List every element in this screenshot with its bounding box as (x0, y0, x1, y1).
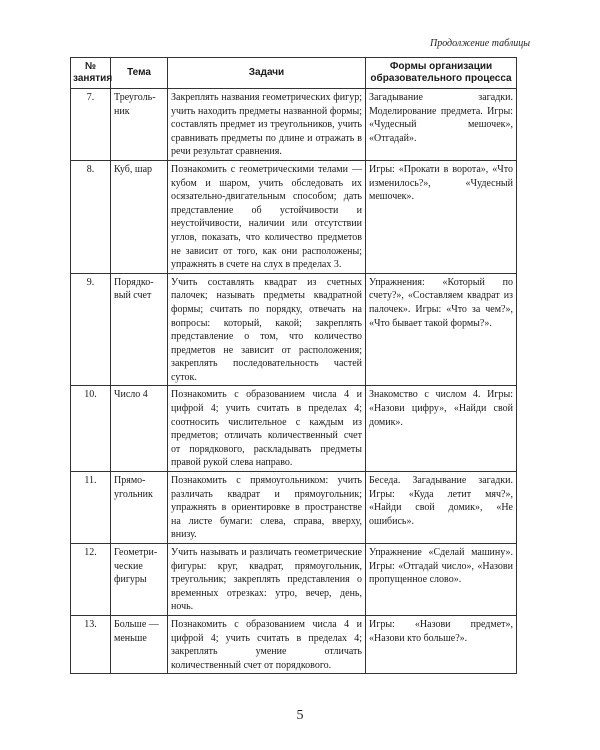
lesson-topic: Геометрические фигуры (111, 544, 168, 616)
lesson-tasks: Познакомить с прямоугольником: учить различать квадрат и прямоугольник; упражнять в ориентировке в пространстве на листе бумаги: слева, справа, вверху, внизу. (168, 472, 366, 544)
table-row (71, 160, 517, 273)
continuation-label: Продолжение таблицы (429, 38, 530, 49)
lesson-tasks: Закреплять названия геометрических фигур; учить находить предметы названной формы; составлять предмет из треугольников, учить сравнивать предметы по длине и отражать в речи результат сравнения. (168, 89, 366, 161)
lesson-number: 13. (71, 615, 111, 673)
table-row (71, 386, 517, 472)
header-tasks: Задачи (168, 58, 366, 89)
page-number: 5 (296, 708, 304, 723)
lesson-forms: Беседа. Загадывание загадки. Игры: «Куда летит мяч?», «Найди свой домик», «Не ошибись». (366, 472, 517, 544)
lesson-forms: Упражнения: «Который по счету?», «Составляем квадрат из палочек». Игры: «Что за чем?», «Что бывает такой формы?». (366, 273, 517, 386)
header-topic: Тема (111, 58, 168, 89)
lesson-number: 8. (71, 160, 111, 273)
lesson-topic: Число 4 (111, 386, 168, 472)
lesson-topic: Треугольник (111, 89, 168, 161)
table-row (71, 544, 517, 616)
lesson-forms: Знакомство с числом 4. Игры: «Назови цифру», «Найди свой домик». (366, 386, 517, 472)
lesson-number: 12. (71, 544, 111, 616)
lesson-forms: Игры: «Прокати в ворота», «Что изменилось?», «Чудесный мешочек». (366, 160, 517, 273)
table-row (71, 89, 517, 161)
header-num: № занятия (71, 58, 111, 89)
lesson-topic: Куб, шар (111, 160, 168, 273)
table-row (71, 472, 517, 544)
lesson-plan-table (70, 57, 517, 674)
lesson-topic: Прямоугольник (111, 472, 168, 544)
lesson-number: 10. (71, 386, 111, 472)
lesson-forms: Игры: «Назови предмет», «Назови кто больше?». (366, 615, 517, 673)
table-header-row (71, 58, 517, 89)
lesson-number: 9. (71, 273, 111, 386)
lesson-forms: Упражнение «Сделай машину». Игры: «Отгадай число», «Назови пропущенное слово». (366, 544, 517, 616)
table-row (71, 273, 517, 386)
table-row (71, 615, 517, 673)
header-forms: Формы организации образовательного процесса (366, 58, 517, 89)
lesson-topic: Порядковый счет (111, 273, 168, 386)
lesson-tasks: Учить составлять квадрат из счетных палочек; называть предметы квадратной формы; считать по порядку, отвечать на вопросы: который, какой; закреплять представление о том, что количество предметов не зависит от расположения; закреплять последовательность частей суток. (168, 273, 366, 386)
lesson-topic: Больше — меньше (111, 615, 168, 673)
lesson-forms: Загадывание загадки. Моделирование предмета. Игры: «Чудесный мешочек», «Отгадай». (366, 89, 517, 161)
lesson-number: 11. (71, 472, 111, 544)
lesson-number: 7. (71, 89, 111, 161)
lesson-tasks: Познакомить с образованием числа 4 и цифрой 4; учить считать в пределах 4; закреплять умение отличать количественный счет от порядкового. (168, 615, 366, 673)
lesson-tasks: Познакомить с образованием числа 4 и цифрой 4; учить считать в пределах 4; соотносить числительное с каждым из предметов; отличать количественный счет от порядкового, раскладывать предметы правой рукой слева направо. (168, 386, 366, 472)
lesson-tasks: Познакомить с геометрическими телами — кубом и шаром, учить обследовать их осязательно-двигательным способом; дать представление об устойчивости и неустойчивости, наличии или отсутствии углов, показать, что количество предметов не зависит от того, как они расположены; упражнять в счете на слух в пределах 3. (168, 160, 366, 273)
lesson-tasks: Учить называть и различать геометрические фигуры: круг, квадрат, прямоугольник, треугольник; закреплять представления о временных отрезках: утро, вечер, день, ночь. (168, 544, 366, 616)
